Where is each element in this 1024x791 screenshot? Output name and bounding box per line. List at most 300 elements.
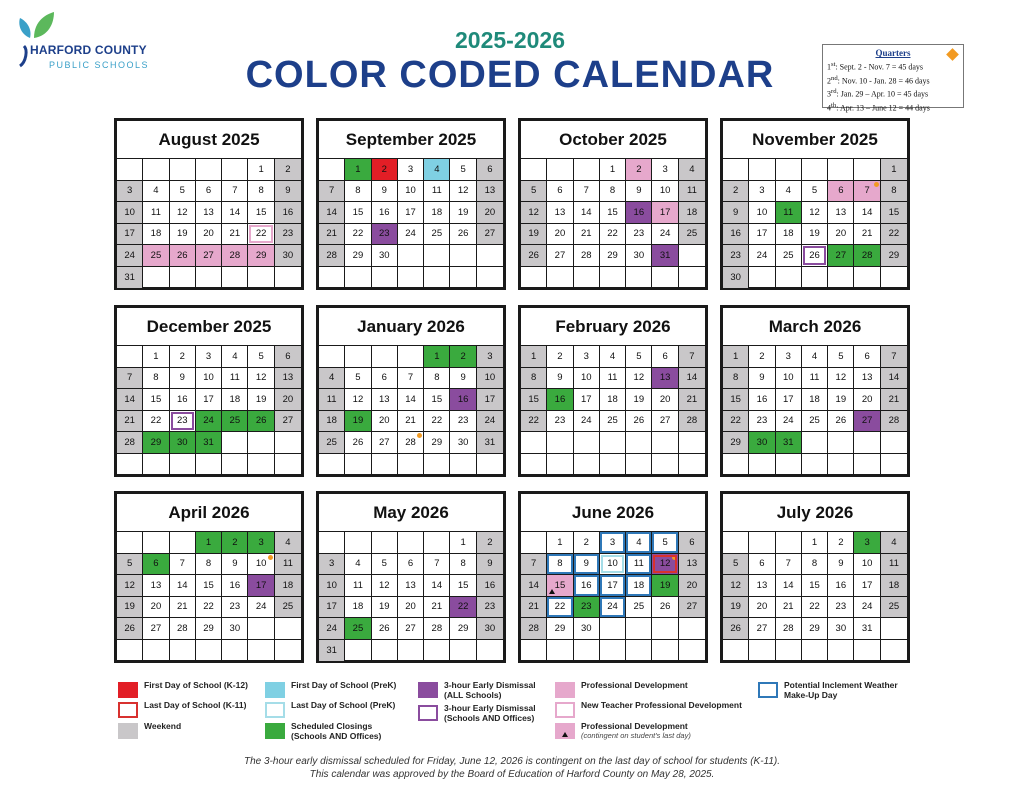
day-number: 7 (531, 558, 537, 570)
day-cell (170, 575, 196, 597)
day-cell (143, 224, 169, 246)
day-number: 19 (730, 601, 741, 613)
day-number: 26 (124, 622, 135, 634)
day-number: 12 (528, 206, 539, 218)
legend-swatch (555, 682, 575, 698)
day-cell (117, 575, 143, 597)
day-number: 17 (659, 206, 671, 218)
day-number: 12 (255, 372, 267, 384)
day-cell (828, 346, 854, 368)
day-cell (319, 618, 345, 640)
day-number: 2 (285, 163, 291, 175)
day-number: 7 (434, 558, 440, 570)
day-number: 25 (888, 601, 900, 613)
day-cell (424, 346, 450, 368)
day-number: 11 (282, 558, 293, 570)
day-number: 26 (659, 601, 671, 613)
day-number: 17 (203, 393, 214, 405)
day-cell (854, 368, 880, 390)
day-number: 24 (580, 415, 592, 427)
day-cell (802, 181, 828, 203)
day-number: 24 (255, 601, 267, 613)
empty-cell (547, 432, 573, 454)
empty-cell (450, 454, 476, 476)
day-cell (345, 575, 371, 597)
day-number: 21 (782, 601, 794, 613)
day-cell (547, 532, 573, 554)
day-number: 12 (457, 185, 469, 197)
day-cell (574, 224, 600, 246)
day-number: 29 (607, 249, 618, 261)
empty-cell (521, 454, 547, 476)
legend-label: 3-hour Early Dismissal (Schools AND Offices) (444, 703, 536, 723)
day-number: 26 (528, 249, 539, 261)
day-cell (170, 432, 196, 454)
empty-cell (398, 532, 424, 554)
day-cell (450, 411, 476, 433)
day-cell (574, 597, 600, 619)
day-number: 14 (176, 579, 188, 591)
day-cell (222, 554, 248, 576)
day-number: 12 (352, 393, 364, 405)
day-number: 2 (487, 536, 493, 548)
day-number: 24 (124, 249, 135, 261)
day-number: 31 (659, 249, 671, 261)
day-cell (652, 368, 678, 390)
day-number: 5 (179, 185, 185, 197)
empty-cell (854, 432, 880, 454)
day-number: 6 (662, 350, 668, 362)
day-cell (196, 575, 222, 597)
day-cell (196, 368, 222, 390)
day-cell (424, 159, 450, 181)
day-number: 22 (528, 415, 539, 427)
day-number: 4 (636, 536, 642, 548)
day-cell (776, 432, 802, 454)
day-number: 21 (431, 601, 443, 613)
day-number: 22 (255, 228, 267, 240)
day-cell (275, 411, 301, 433)
day-cell (450, 389, 476, 411)
day-cell (450, 575, 476, 597)
empty-cell (424, 245, 450, 267)
day-number: 3 (864, 536, 870, 548)
day-number: 23 (756, 415, 768, 427)
day-number: 15 (607, 206, 618, 218)
day-number: 11 (326, 393, 337, 405)
day-cell (574, 618, 600, 640)
day-cell (749, 389, 775, 411)
day-cell (117, 389, 143, 411)
day-number: 16 (554, 393, 566, 405)
day-number: 17 (861, 579, 873, 591)
day-cell (222, 202, 248, 224)
day-cell (222, 597, 248, 619)
day-number: 27 (405, 622, 416, 634)
day-number: 24 (659, 228, 671, 240)
day-cell (275, 368, 301, 390)
day-number: 15 (457, 579, 469, 591)
day-number: 28 (326, 249, 337, 261)
month-december-2025 (114, 305, 304, 477)
day-number: 11 (633, 558, 644, 570)
day-number: 30 (633, 249, 645, 261)
empty-cell (547, 159, 573, 181)
day-cell (652, 597, 678, 619)
day-number: 28 (405, 436, 416, 448)
day-cell (723, 267, 749, 289)
day-cell (776, 346, 802, 368)
day-number: 14 (782, 579, 794, 591)
day-cell (222, 575, 248, 597)
day-number: 25 (782, 249, 794, 261)
day-cell (828, 181, 854, 203)
day-cell (143, 389, 169, 411)
day-number: 15 (730, 393, 741, 405)
day-number: 22 (730, 415, 741, 427)
empty-cell (574, 640, 600, 662)
empty-cell (319, 159, 345, 181)
day-cell (477, 389, 503, 411)
day-cell (776, 224, 802, 246)
quarter-4: 4th: Apr. 13 – June 12 = 44 days (827, 101, 930, 113)
empty-cell (117, 454, 143, 476)
legend-label: Weekend (144, 721, 182, 731)
day-number: 21 (405, 415, 416, 427)
day-cell (248, 181, 274, 203)
day-cell (424, 202, 450, 224)
day-number: 28 (861, 249, 873, 261)
day-number: 18 (150, 228, 162, 240)
empty-cell (749, 267, 775, 289)
day-number: 16 (580, 579, 592, 591)
day-number: 9 (759, 372, 765, 384)
day-number: 15 (203, 579, 214, 591)
day-cell (372, 368, 398, 390)
month-title: July 2026 (723, 494, 907, 532)
day-cell (248, 389, 274, 411)
empty-cell (802, 432, 828, 454)
day-number: 14 (861, 206, 873, 218)
day-number: 20 (282, 393, 294, 405)
day-number: 30 (580, 622, 592, 634)
day-cell (222, 368, 248, 390)
day-cell (170, 202, 196, 224)
day-cell (776, 554, 802, 576)
day-number: 4 (434, 163, 440, 175)
empty-cell (854, 267, 880, 289)
day-number: 26 (255, 415, 267, 427)
day-number: 10 (756, 206, 768, 218)
day-cell (170, 411, 196, 433)
empty-cell (828, 159, 854, 181)
day-number: 1 (434, 350, 440, 362)
empty-cell (547, 640, 573, 662)
day-cell (450, 346, 476, 368)
day-cell (547, 618, 573, 640)
day-cell (222, 532, 248, 554)
day-cell (626, 368, 652, 390)
day-cell (521, 346, 547, 368)
day-cell (521, 202, 547, 224)
day-cell (749, 181, 775, 203)
day-number: 22 (352, 228, 364, 240)
day-cell (319, 389, 345, 411)
day-cell (881, 575, 907, 597)
empty-cell (345, 267, 371, 289)
note-dot-icon (874, 182, 879, 187)
day-cell (521, 368, 547, 390)
day-number: 3 (258, 536, 264, 548)
legend-label: Last Day of School (K-11) (144, 700, 247, 710)
day-number: 5 (636, 350, 642, 362)
day-number: 16 (756, 393, 768, 405)
day-cell (196, 389, 222, 411)
day-cell (828, 389, 854, 411)
day-cell (424, 597, 450, 619)
day-number: 30 (484, 622, 496, 634)
empty-cell (600, 640, 626, 662)
day-number: 10 (124, 206, 135, 218)
legend-label: Professional Development (581, 680, 688, 690)
day-cell (222, 346, 248, 368)
empty-cell (248, 640, 274, 662)
legend-swatch (265, 682, 285, 698)
legend-swatch (118, 682, 138, 698)
empty-cell (345, 532, 371, 554)
day-number: 19 (176, 228, 188, 240)
day-cell (196, 618, 222, 640)
day-number: 17 (124, 228, 135, 240)
day-number: 26 (835, 415, 847, 427)
empty-cell (723, 454, 749, 476)
day-number: 10 (659, 185, 671, 197)
empty-cell (424, 532, 450, 554)
legend-swatch (555, 702, 575, 718)
empty-cell (398, 267, 424, 289)
empty-cell (345, 346, 371, 368)
day-cell (398, 597, 424, 619)
day-cell (802, 202, 828, 224)
day-cell (170, 346, 196, 368)
day-cell (450, 202, 476, 224)
empty-cell (574, 454, 600, 476)
day-number: 17 (782, 393, 794, 405)
legend-swatch (265, 723, 285, 739)
day-cell (398, 159, 424, 181)
empty-cell (398, 245, 424, 267)
day-cell (319, 411, 345, 433)
day-number: 29 (730, 436, 741, 448)
day-number: 12 (378, 579, 390, 591)
day-number: 27 (835, 249, 847, 261)
day-cell (275, 597, 301, 619)
day-number: 23 (457, 415, 469, 427)
day-number: 12 (659, 558, 671, 570)
day-cell (248, 346, 274, 368)
day-number: 1 (531, 350, 537, 362)
day-cell (196, 202, 222, 224)
day-cell (345, 411, 371, 433)
day-number: 24 (484, 415, 496, 427)
day-cell (477, 532, 503, 554)
legend-swatch (418, 705, 438, 721)
day-number: 13 (659, 372, 671, 384)
day-cell (143, 346, 169, 368)
day-cell (547, 411, 573, 433)
empty-cell (275, 432, 301, 454)
day-number: 2 (179, 350, 185, 362)
day-number: 23 (378, 228, 390, 240)
legend-label: Professional Development (contingent on student's last day) (581, 721, 691, 740)
day-cell (600, 532, 626, 554)
day-cell (600, 554, 626, 576)
day-number: 16 (282, 206, 294, 218)
legend-label: New Teacher Professional Development (581, 700, 742, 710)
day-number: 28 (580, 249, 592, 261)
day-number: 28 (229, 249, 241, 261)
empty-cell (776, 640, 802, 662)
day-number: 24 (607, 601, 618, 613)
day-number: 6 (838, 185, 844, 197)
day-cell (477, 411, 503, 433)
day-number: 2 (232, 536, 238, 548)
day-cell (345, 368, 371, 390)
empty-cell (196, 640, 222, 662)
day-cell (521, 618, 547, 640)
day-cell (679, 411, 705, 433)
empty-cell (170, 267, 196, 289)
day-number: 13 (835, 206, 847, 218)
day-cell (345, 597, 371, 619)
day-number: 11 (229, 372, 240, 384)
day-cell (196, 245, 222, 267)
day-cell (547, 181, 573, 203)
day-cell (723, 575, 749, 597)
day-number: 6 (557, 185, 563, 197)
month-grid (521, 159, 705, 288)
empty-cell (372, 640, 398, 662)
day-number: 25 (326, 436, 337, 448)
day-number: 5 (355, 372, 361, 384)
day-cell (600, 159, 626, 181)
day-number: 5 (127, 558, 133, 570)
empty-cell (319, 454, 345, 476)
day-cell (626, 597, 652, 619)
day-cell (222, 181, 248, 203)
day-number: 4 (785, 185, 791, 197)
day-number: 18 (809, 393, 820, 405)
empty-cell (626, 267, 652, 289)
day-number: 15 (255, 206, 267, 218)
day-number: 2 (759, 350, 765, 362)
empty-cell (749, 454, 775, 476)
day-number: 25 (633, 601, 645, 613)
day-cell (143, 432, 169, 454)
day-cell (723, 411, 749, 433)
day-cell (477, 181, 503, 203)
day-cell (723, 554, 749, 576)
day-cell (854, 224, 880, 246)
day-number: 29 (352, 249, 364, 261)
day-cell (828, 202, 854, 224)
footnote-line-1: The 3-hour early dismissal scheduled for Friday, June 12, 2026 is contingent on the last day of school for students (K-11). (243, 756, 781, 767)
day-cell (652, 575, 678, 597)
day-cell (345, 224, 371, 246)
empty-cell (574, 267, 600, 289)
empty-cell (372, 532, 398, 554)
day-cell (170, 554, 196, 576)
school-year: 2025-2026 (455, 27, 565, 53)
day-cell (881, 554, 907, 576)
day-number: 8 (153, 372, 159, 384)
day-cell (521, 245, 547, 267)
day-number: 3 (785, 350, 791, 362)
day-number: 5 (460, 163, 466, 175)
day-number: 25 (809, 415, 820, 427)
day-cell (828, 224, 854, 246)
day-cell (881, 202, 907, 224)
day-cell (143, 618, 169, 640)
day-number: 20 (659, 393, 671, 405)
day-number: 19 (659, 579, 671, 591)
empty-cell (776, 267, 802, 289)
day-cell (345, 554, 371, 576)
month-grid (117, 532, 301, 661)
day-number: 30 (176, 436, 188, 448)
day-number: 25 (686, 228, 698, 240)
legend-label: First Day of School (PreK) (291, 680, 397, 690)
day-cell (170, 245, 196, 267)
day-number: 23 (484, 601, 496, 613)
day-cell (749, 575, 775, 597)
day-cell (802, 618, 828, 640)
empty-cell (477, 245, 503, 267)
day-number: 2 (636, 163, 642, 175)
day-number: 2 (583, 536, 589, 548)
month-title: April 2026 (117, 494, 301, 532)
day-cell (372, 597, 398, 619)
month-title: May 2026 (319, 494, 503, 532)
day-cell (275, 346, 301, 368)
month-grid (723, 346, 907, 475)
day-cell (521, 181, 547, 203)
day-number: 10 (484, 372, 496, 384)
day-number: 22 (607, 228, 618, 240)
day-number: 31 (861, 622, 873, 634)
day-cell (749, 245, 775, 267)
empty-cell (652, 267, 678, 289)
day-number: 6 (205, 185, 212, 197)
day-cell (881, 411, 907, 433)
day-cell (854, 411, 880, 433)
day-number: 2 (381, 163, 387, 175)
day-number: 20 (405, 601, 416, 613)
day-cell (854, 554, 880, 576)
day-number: 9 (285, 185, 291, 197)
day-cell (881, 159, 907, 181)
month-february-2026 (518, 305, 708, 477)
day-cell (600, 181, 626, 203)
day-cell (723, 346, 749, 368)
empty-cell (679, 618, 705, 640)
day-number: 28 (431, 622, 443, 634)
day-cell (547, 554, 573, 576)
day-cell (776, 575, 802, 597)
day-cell (600, 597, 626, 619)
day-number: 24 (203, 415, 214, 427)
day-cell (802, 224, 828, 246)
